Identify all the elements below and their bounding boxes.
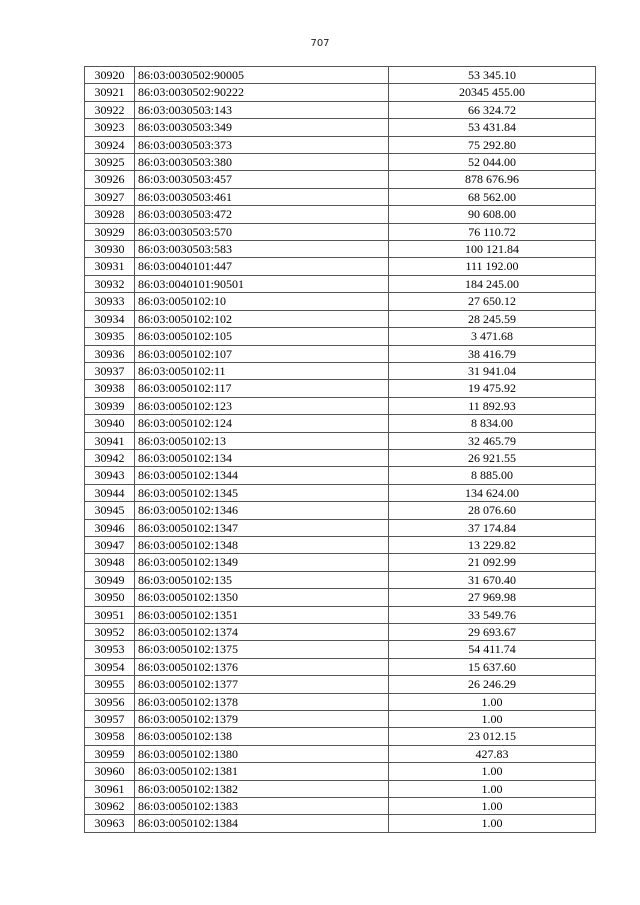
row-number-cell: 30942 xyxy=(85,449,135,466)
value-cell: 37 174.84 xyxy=(389,519,596,536)
value-cell: 134 624.00 xyxy=(389,484,596,501)
cadastral-number-cell: 86:03:0050102:13 xyxy=(135,432,389,449)
row-number-cell: 30949 xyxy=(85,571,135,588)
cadastral-number-cell: 86:03:0050102:10 xyxy=(135,293,389,310)
cadastral-number-cell: 86:03:0050102:1378 xyxy=(135,693,389,710)
value-cell: 878 676.96 xyxy=(389,171,596,188)
value-cell: 29 693.67 xyxy=(389,624,596,641)
table-row xyxy=(85,154,596,171)
cadastral-number-cell: 86:03:0050102:138 xyxy=(135,728,389,745)
cadastral-number-cell: 86:03:0050102:1346 xyxy=(135,502,389,519)
row-number-cell: 30937 xyxy=(85,362,135,379)
row-number-cell: 30954 xyxy=(85,658,135,675)
cadastral-number-cell: 86:03:0030503:472 xyxy=(135,206,389,223)
value-cell: 32 465.79 xyxy=(389,432,596,449)
value-cell: 27 969.98 xyxy=(389,589,596,606)
value-cell: 27 650.12 xyxy=(389,293,596,310)
row-number-cell: 30952 xyxy=(85,624,135,641)
cadastral-number-cell: 86:03:0050102:1382 xyxy=(135,780,389,797)
table-row xyxy=(85,188,596,205)
row-number-cell: 30922 xyxy=(85,101,135,118)
row-number-cell: 30926 xyxy=(85,171,135,188)
table-row xyxy=(85,571,596,588)
cadastral-number-cell: 86:03:0050102:107 xyxy=(135,345,389,362)
cadastral-number-cell: 86:03:0050102:1345 xyxy=(135,484,389,501)
cadastral-number-cell: 86:03:0050102:105 xyxy=(135,328,389,345)
value-cell: 26 921.55 xyxy=(389,449,596,466)
row-number-cell: 30929 xyxy=(85,223,135,240)
cadastral-number-cell: 86:03:0050102:135 xyxy=(135,571,389,588)
value-cell: 68 562.00 xyxy=(389,188,596,205)
value-cell: 53 345.10 xyxy=(389,67,596,84)
row-number-cell: 30923 xyxy=(85,119,135,136)
table-row xyxy=(85,84,596,101)
row-number-cell: 30962 xyxy=(85,798,135,815)
cadastral-number-cell: 86:03:0030503:373 xyxy=(135,136,389,153)
table-row xyxy=(85,624,596,641)
row-number-cell: 30953 xyxy=(85,641,135,658)
value-cell: 1.00 xyxy=(389,693,596,710)
value-cell: 1.00 xyxy=(389,711,596,728)
row-number-cell: 30940 xyxy=(85,415,135,432)
table-row xyxy=(85,432,596,449)
value-cell: 100 121.84 xyxy=(389,241,596,258)
cadastral-number-cell: 86:03:0050102:1348 xyxy=(135,536,389,553)
value-cell: 1.00 xyxy=(389,780,596,797)
table-row xyxy=(85,484,596,501)
table-row xyxy=(85,328,596,345)
value-cell: 38 416.79 xyxy=(389,345,596,362)
table-row xyxy=(85,502,596,519)
row-number-cell: 30921 xyxy=(85,84,135,101)
row-number-cell: 30948 xyxy=(85,554,135,571)
row-number-cell: 30945 xyxy=(85,502,135,519)
row-number-cell: 30931 xyxy=(85,258,135,275)
table-row xyxy=(85,711,596,728)
value-cell: 184 245.00 xyxy=(389,275,596,292)
table-row xyxy=(85,241,596,258)
cadastral-number-cell: 86:03:0050102:1381 xyxy=(135,763,389,780)
table-row xyxy=(85,798,596,815)
value-cell: 54 411.74 xyxy=(389,641,596,658)
cadastral-number-cell: 86:03:0050102:1349 xyxy=(135,554,389,571)
table-row xyxy=(85,449,596,466)
table-row xyxy=(85,415,596,432)
row-number-cell: 30939 xyxy=(85,397,135,414)
value-cell: 11 892.93 xyxy=(389,397,596,414)
value-cell: 1.00 xyxy=(389,763,596,780)
page-number: 707 xyxy=(310,38,330,49)
table-row xyxy=(85,171,596,188)
row-number-cell: 30936 xyxy=(85,345,135,362)
value-cell: 90 608.00 xyxy=(389,206,596,223)
table-row xyxy=(85,589,596,606)
cadastral-number-cell: 86:03:0030503:457 xyxy=(135,171,389,188)
table-row xyxy=(85,310,596,327)
cadastral-number-cell: 86:03:0050102:1383 xyxy=(135,798,389,815)
cadastral-number-cell: 86:03:0030503:583 xyxy=(135,241,389,258)
value-cell: 19 475.92 xyxy=(389,380,596,397)
cadastral-number-cell: 86:03:0050102:11 xyxy=(135,362,389,379)
table-row xyxy=(85,693,596,710)
cadastral-number-cell: 86:03:0030503:143 xyxy=(135,101,389,118)
row-number-cell: 30961 xyxy=(85,780,135,797)
cadastral-number-cell: 86:03:0050102:123 xyxy=(135,397,389,414)
table-row xyxy=(85,275,596,292)
cadastral-number-cell: 86:03:0050102:124 xyxy=(135,415,389,432)
row-number-cell: 30933 xyxy=(85,293,135,310)
value-cell: 26 246.29 xyxy=(389,676,596,693)
cadastral-number-cell: 86:03:0050102:1351 xyxy=(135,606,389,623)
cadastral-number-cell: 86:03:0050102:1350 xyxy=(135,589,389,606)
cadastral-number-cell: 86:03:0030502:90222 xyxy=(135,84,389,101)
row-number-cell: 30928 xyxy=(85,206,135,223)
table-row xyxy=(85,606,596,623)
table-row xyxy=(85,258,596,275)
value-cell: 8 885.00 xyxy=(389,467,596,484)
cadastral-number-cell: 86:03:0050102:1374 xyxy=(135,624,389,641)
table-row xyxy=(85,136,596,153)
table-row xyxy=(85,536,596,553)
value-cell: 3 471.68 xyxy=(389,328,596,345)
table-row xyxy=(85,519,596,536)
value-cell: 1.00 xyxy=(389,815,596,832)
cadastral-number-cell: 86:03:0050102:117 xyxy=(135,380,389,397)
value-cell: 15 637.60 xyxy=(389,658,596,675)
value-cell: 66 324.72 xyxy=(389,101,596,118)
table-row xyxy=(85,397,596,414)
cadastral-number-cell: 86:03:0050102:1375 xyxy=(135,641,389,658)
row-number-cell: 30924 xyxy=(85,136,135,153)
cadastral-number-cell: 86:03:0030503:380 xyxy=(135,154,389,171)
table-row xyxy=(85,345,596,362)
value-cell: 28 245.59 xyxy=(389,310,596,327)
row-number-cell: 30959 xyxy=(85,745,135,762)
row-number-cell: 30944 xyxy=(85,484,135,501)
value-cell: 31 941.04 xyxy=(389,362,596,379)
cadastral-number-cell: 86:03:0030503:461 xyxy=(135,188,389,205)
row-number-cell: 30955 xyxy=(85,676,135,693)
row-number-cell: 30956 xyxy=(85,693,135,710)
value-cell: 53 431.84 xyxy=(389,119,596,136)
value-cell: 1.00 xyxy=(389,798,596,815)
cadastral-number-cell: 86:03:0050102:1380 xyxy=(135,745,389,762)
table-row xyxy=(85,676,596,693)
row-number-cell: 30934 xyxy=(85,310,135,327)
cadastral-number-cell: 86:03:0030503:570 xyxy=(135,223,389,240)
table-row xyxy=(85,763,596,780)
table-row xyxy=(85,67,596,84)
row-number-cell: 30930 xyxy=(85,241,135,258)
cadastral-number-cell: 86:03:0030503:349 xyxy=(135,119,389,136)
table-row xyxy=(85,745,596,762)
cadastral-number-cell: 86:03:0050102:1344 xyxy=(135,467,389,484)
table-row xyxy=(85,658,596,675)
value-cell: 28 076.60 xyxy=(389,502,596,519)
table-row xyxy=(85,293,596,310)
table-row xyxy=(85,380,596,397)
row-number-cell: 30963 xyxy=(85,815,135,832)
cadastral-number-cell: 86:03:0050102:1347 xyxy=(135,519,389,536)
table-row xyxy=(85,223,596,240)
value-cell: 31 670.40 xyxy=(389,571,596,588)
value-cell: 75 292.80 xyxy=(389,136,596,153)
value-cell: 13 229.82 xyxy=(389,536,596,553)
row-number-cell: 30932 xyxy=(85,275,135,292)
value-cell: 111 192.00 xyxy=(389,258,596,275)
row-number-cell: 30951 xyxy=(85,606,135,623)
cadastral-value-table xyxy=(84,66,596,833)
value-cell: 20345 455.00 xyxy=(389,84,596,101)
value-cell: 52 044.00 xyxy=(389,154,596,171)
row-number-cell: 30935 xyxy=(85,328,135,345)
table-row xyxy=(85,362,596,379)
row-number-cell: 30927 xyxy=(85,188,135,205)
value-cell: 23 012.15 xyxy=(389,728,596,745)
row-number-cell: 30960 xyxy=(85,763,135,780)
cadastral-number-cell: 86:03:0050102:1376 xyxy=(135,658,389,675)
table-row xyxy=(85,467,596,484)
table-row xyxy=(85,815,596,832)
cadastral-number-cell: 86:03:0050102:1377 xyxy=(135,676,389,693)
value-cell: 427.83 xyxy=(389,745,596,762)
table-row xyxy=(85,554,596,571)
cadastral-number-cell: 86:03:0050102:102 xyxy=(135,310,389,327)
table-row xyxy=(85,728,596,745)
value-cell: 21 092.99 xyxy=(389,554,596,571)
row-number-cell: 30946 xyxy=(85,519,135,536)
table-row xyxy=(85,206,596,223)
row-number-cell: 30920 xyxy=(85,67,135,84)
table-row xyxy=(85,101,596,118)
value-cell: 33 549.76 xyxy=(389,606,596,623)
row-number-cell: 30941 xyxy=(85,432,135,449)
row-number-cell: 30925 xyxy=(85,154,135,171)
value-cell: 76 110.72 xyxy=(389,223,596,240)
value-cell: 8 834.00 xyxy=(389,415,596,432)
row-number-cell: 30957 xyxy=(85,711,135,728)
cadastral-number-cell: 86:03:0050102:1379 xyxy=(135,711,389,728)
row-number-cell: 30938 xyxy=(85,380,135,397)
cadastral-number-cell: 86:03:0050102:1384 xyxy=(135,815,389,832)
table-row xyxy=(85,780,596,797)
row-number-cell: 30943 xyxy=(85,467,135,484)
cadastral-number-cell: 86:03:0040101:447 xyxy=(135,258,389,275)
row-number-cell: 30950 xyxy=(85,589,135,606)
row-number-cell: 30958 xyxy=(85,728,135,745)
cadastral-number-cell: 86:03:0050102:134 xyxy=(135,449,389,466)
row-number-cell: 30947 xyxy=(85,536,135,553)
cadastral-number-cell: 86:03:0030502:90005 xyxy=(135,67,389,84)
table-row xyxy=(85,641,596,658)
table-row xyxy=(85,119,596,136)
table-body xyxy=(85,67,596,833)
cadastral-number-cell: 86:03:0040101:90501 xyxy=(135,275,389,292)
